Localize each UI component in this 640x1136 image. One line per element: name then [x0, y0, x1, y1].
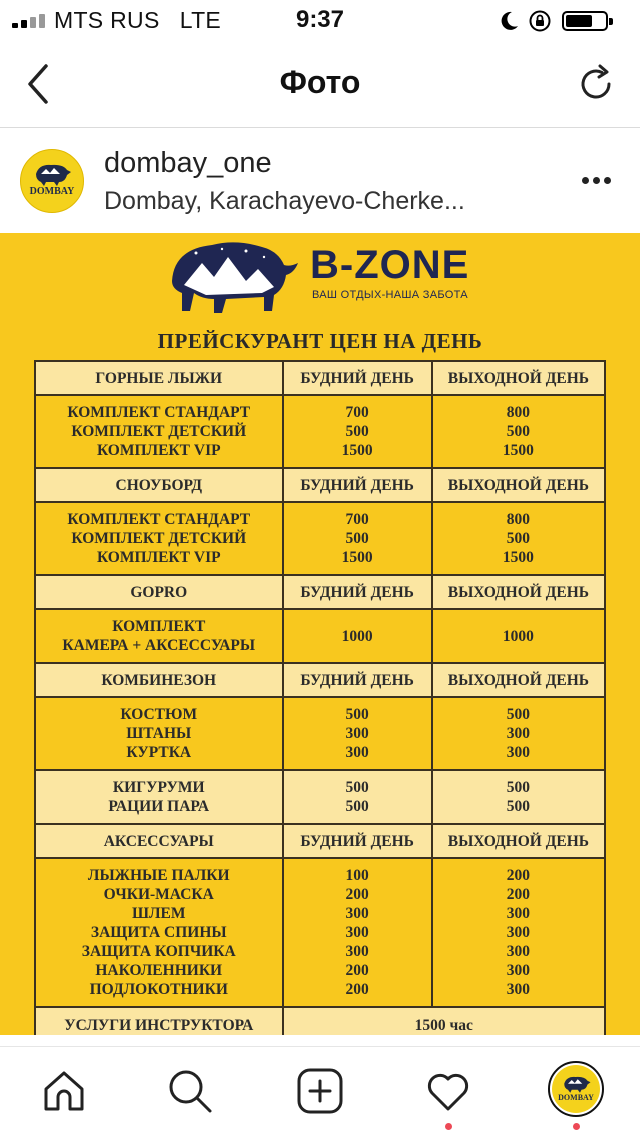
new-post-icon[interactable] [296, 1067, 344, 1115]
home-icon[interactable] [40, 1067, 88, 1115]
table-row [35, 770, 605, 824]
instructor-label: УСЛУГИ ИНСТРУКТОРА [35, 1007, 283, 1035]
weekend-price-cell-line: 500 [506, 423, 530, 440]
item-names-cell [35, 770, 283, 824]
weekend-price-cell-line: 1500 [502, 442, 534, 459]
item-names-cell-line: КОМПЛЕКТ ДЕТСКИЙ [71, 423, 247, 440]
weekday-price-cell-line: 500 [345, 798, 369, 815]
weekend-header: ВЫХОДНОЙ ДЕНЬ [432, 468, 605, 502]
activity-heart-icon[interactable] [424, 1067, 472, 1115]
profile-avatar[interactable] [548, 1061, 604, 1117]
navigation-bar [0, 40, 640, 128]
category-header: ГОРНЫЕ ЛЫЖИ [35, 361, 283, 395]
table-header-row [35, 824, 605, 858]
profile-notification-dot [573, 1123, 580, 1130]
item-names-cell-line: КИГУРУМИ [112, 779, 205, 796]
weekend-header: ВЫХОДНОЙ ДЕНЬ [432, 575, 605, 609]
weekend-price-cell-line: 1500 [502, 549, 534, 566]
item-names-cell-line: КОСТЮМ [120, 706, 198, 723]
weekday-price-cell [283, 502, 432, 575]
weekday-price-cell-line: 300 [345, 905, 369, 922]
weekend-price-cell [432, 395, 605, 468]
brand-name: B-ZONE [310, 243, 470, 287]
weekday-price-cell-line: 500 [345, 779, 369, 796]
status-time: 9:37 [295, 6, 345, 33]
price-table [34, 360, 606, 1035]
weekday-price-cell-line: 100 [345, 867, 369, 884]
category-header: GOPRO [35, 575, 283, 609]
weekend-price-cell-line: 200 [506, 867, 530, 884]
item-names-cell-line: КОМПЛЕКТ СТАНДАРТ [67, 511, 251, 528]
weekday-price-cell [283, 858, 432, 1007]
post-location[interactable]: Dombay, Karachayevo-Cherke... [104, 187, 465, 215]
weekend-price-cell [432, 770, 605, 824]
weekday-price-cell-line: 200 [345, 962, 369, 979]
weekend-price-cell-line: 500 [506, 798, 530, 815]
weekday-price-cell-line: 300 [345, 744, 369, 761]
weekday-price-cell [283, 697, 432, 770]
weekday-price-cell-line: 300 [345, 725, 369, 742]
bison-logo-icon [562, 1073, 592, 1093]
weekday-price-cell [283, 609, 432, 663]
weekend-price-cell-line: 500 [506, 779, 530, 796]
table-header-row [35, 468, 605, 502]
page-title: Фото [279, 64, 361, 100]
instructor-price: 1500 час [283, 1007, 605, 1035]
weekday-header: БУДНИЙ ДЕНЬ [283, 663, 432, 697]
post-username[interactable]: dombay_one [104, 147, 272, 179]
item-names-cell [35, 609, 283, 663]
item-names-cell-line: КОМПЛЕКТ VIP [96, 549, 221, 566]
weekday-price-cell [283, 395, 432, 468]
weekday-price-cell [283, 770, 432, 824]
weekday-header: БУДНИЙ ДЕНЬ [283, 575, 432, 609]
search-icon[interactable] [166, 1067, 214, 1115]
item-names-cell-line: КАМЕРА + АКСЕССУАРЫ [62, 637, 256, 654]
rotation-lock-icon [528, 9, 552, 33]
post-header [0, 129, 640, 233]
item-names-cell-line: КОМПЛЕКТ [112, 618, 206, 635]
item-names-cell-line: КОМПЛЕКТ VIP [96, 442, 221, 459]
avatar[interactable] [20, 149, 84, 213]
table-header-row [35, 361, 605, 395]
weekend-price-cell-line: 800 [506, 404, 530, 421]
item-names-cell [35, 502, 283, 575]
table-row [35, 697, 605, 770]
weekday-header: БУДНИЙ ДЕНЬ [283, 824, 432, 858]
weekend-price-cell [432, 609, 605, 663]
table-header-row [35, 663, 605, 697]
pricelist-title: ПРЕЙСКУРАНТ ЦЕН НА ДЕНЬ [157, 329, 483, 353]
weekend-price-cell-line: 300 [506, 981, 530, 998]
item-names-cell-line: ЗАЩИТА КОПЧИКА [81, 943, 236, 960]
item-names-cell-line: ПОДЛОКОТНИКИ [89, 981, 228, 998]
category-header: СНОУБОРД [35, 468, 283, 502]
item-names-cell [35, 858, 283, 1007]
instructor-row [35, 1007, 605, 1035]
item-names-cell-line: РАЦИИ ПАРА [108, 798, 210, 815]
weekend-price-cell-line: 800 [506, 511, 530, 528]
category-header: АКСЕССУАРЫ [35, 824, 283, 858]
table-row [35, 502, 605, 575]
item-names-cell-line: ЛЫЖНЫЕ ПАЛКИ [87, 867, 230, 884]
weekday-price-cell-line: 700 [345, 511, 369, 528]
weekend-price-cell [432, 858, 605, 1007]
status-icons [498, 8, 628, 34]
item-names-cell-line: ЗАЩИТА СПИНЫ [90, 924, 227, 941]
bottom-tab-bar [0, 1046, 640, 1136]
weekend-price-cell-line: 300 [506, 905, 530, 922]
weekday-price-cell-line: 500 [345, 530, 369, 547]
weekday-price-cell-line: 200 [345, 981, 369, 998]
weekend-price-cell-line: 300 [506, 943, 530, 960]
weekday-price-cell-line: 200 [345, 886, 369, 903]
table-header-row [35, 575, 605, 609]
weekend-price-cell [432, 697, 605, 770]
table-row [35, 609, 605, 663]
item-names-cell-line: КОМПЛЕКТ ДЕТСКИЙ [71, 530, 247, 547]
post-image[interactable] [0, 233, 640, 1035]
weekday-header: БУДНИЙ ДЕНЬ [283, 468, 432, 502]
item-names-cell-line: НАКОЛЕННИКИ [95, 962, 223, 979]
carrier-name: MTS RUS [54, 7, 160, 33]
weekend-price-cell-line: 300 [506, 924, 530, 941]
item-names-cell-line: ШТАНЫ [126, 725, 192, 742]
weekday-price-cell-line: 300 [345, 924, 369, 941]
weekday-price-cell-line: 1000 [341, 627, 373, 645]
avatar-label: DOMBAY [29, 186, 75, 197]
bison-mountains-logo-icon [166, 237, 302, 315]
weekend-price-cell-line: 300 [506, 725, 530, 742]
weekday-price-cell-line: 300 [345, 943, 369, 960]
do-not-disturb-moon-icon [498, 10, 520, 32]
network-type: LTE [179, 7, 222, 33]
profile-avatar-label: DOMBAY [558, 1093, 594, 1102]
weekend-price-cell-line: 200 [506, 886, 530, 903]
weekday-price-cell-line: 1500 [341, 549, 373, 566]
weekend-price-cell-line: 500 [506, 706, 530, 723]
weekday-header: БУДНИЙ ДЕНЬ [283, 361, 432, 395]
brand-tagline: ВАШ ОТДЫХ-НАША ЗАБОТА [312, 289, 468, 301]
refresh-icon[interactable] [576, 64, 616, 104]
weekday-price-cell-line: 1500 [341, 442, 373, 459]
battery-icon [562, 11, 608, 31]
weekend-price-cell-line: 500 [506, 530, 530, 547]
item-names-cell [35, 697, 283, 770]
bison-logo-icon [33, 160, 73, 186]
item-names-cell [35, 395, 283, 468]
item-names-cell-line: ОЧКИ-МАСКА [103, 886, 214, 903]
weekend-price-cell-line: 1000 [502, 627, 534, 645]
more-options-icon[interactable] [582, 177, 612, 185]
activity-notification-dot [445, 1123, 452, 1130]
item-names-cell-line: ШЛЕМ [131, 905, 186, 922]
weekday-price-cell-line: 700 [345, 404, 369, 421]
weekend-header: ВЫХОДНОЙ ДЕНЬ [432, 361, 605, 395]
weekend-header: ВЫХОДНОЙ ДЕНЬ [432, 663, 605, 697]
weekend-price-cell-line: 300 [506, 744, 530, 761]
weekday-price-cell-line: 500 [345, 423, 369, 440]
item-names-cell-line: КУРТКА [126, 744, 192, 761]
table-row [35, 858, 605, 1007]
category-header: КОМБИНЕЗОН [35, 663, 283, 697]
weekend-price-cell-line: 300 [506, 962, 530, 979]
status-bar [0, 0, 640, 40]
weekend-price-cell [432, 502, 605, 575]
table-row [35, 395, 605, 468]
weekday-price-cell-line: 500 [345, 706, 369, 723]
weekend-header: ВЫХОДНОЙ ДЕНЬ [432, 824, 605, 858]
item-names-cell-line: КОМПЛЕКТ СТАНДАРТ [67, 404, 251, 421]
